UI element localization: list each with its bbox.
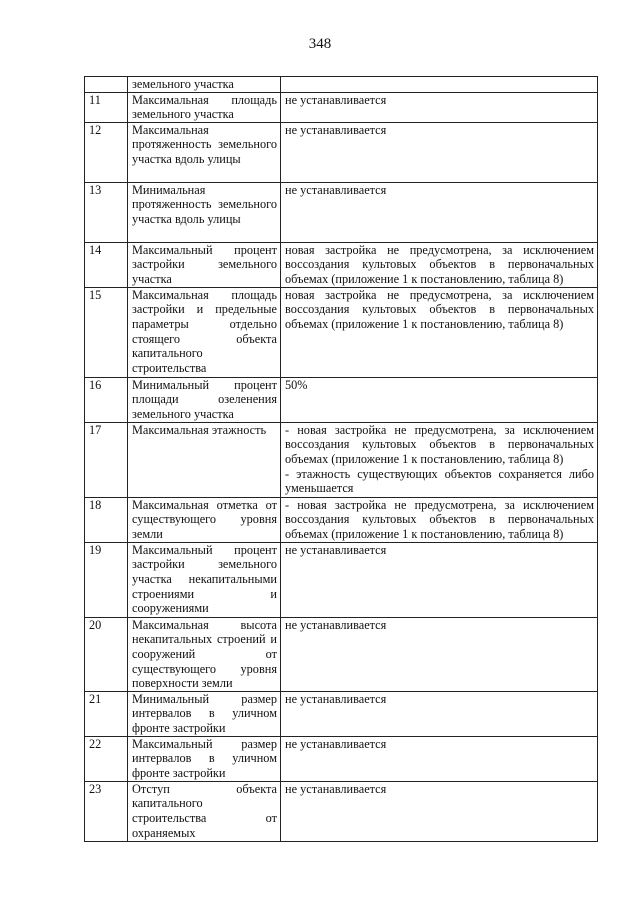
parameter-value: не устанавливается bbox=[281, 122, 598, 182]
table-row bbox=[85, 287, 598, 377]
parameter-value: - новая застройка не предусмотрена, за исключением воссоздания культовых объектов в первоначальных объемах (приложение 1 к постановлению, таблица 8) - этажность существующих объектов сохраняется либо уменьшается bbox=[281, 422, 598, 497]
table-row bbox=[85, 182, 598, 242]
row-number: 23 bbox=[85, 781, 128, 841]
row-number: 19 bbox=[85, 542, 128, 617]
table-row bbox=[85, 242, 598, 287]
row-number: 11 bbox=[85, 92, 128, 122]
table-row bbox=[85, 422, 598, 497]
row-number: 13 bbox=[85, 182, 128, 242]
parameter-name: Отступ объекта капитального строительства от охраняемых bbox=[128, 781, 281, 841]
parameter-value: не устанавливается bbox=[281, 736, 598, 781]
table-row bbox=[85, 542, 598, 617]
parameter-name: Минимальный размер интервалов в уличном фронте застройки bbox=[128, 691, 281, 736]
parameter-value: не устанавливается bbox=[281, 691, 598, 736]
row-number: 20 bbox=[85, 617, 128, 691]
table-row bbox=[85, 617, 598, 691]
parameter-name: Максимальная площадь застройки и предельные параметры отдельно стоящего объекта капитального строительства bbox=[128, 287, 281, 377]
parameter-name: Максимальная этажность bbox=[128, 422, 281, 497]
row-number bbox=[85, 77, 128, 93]
table-row bbox=[85, 92, 598, 122]
parameter-name: Максимальная протяженность земельного участка вдоль улицы bbox=[128, 122, 281, 182]
parameter-name: Максимальный процент застройки земельного участка bbox=[128, 242, 281, 287]
parameter-value: не устанавливается bbox=[281, 781, 598, 841]
row-number: 16 bbox=[85, 377, 128, 422]
parameter-value: 50% bbox=[281, 377, 598, 422]
parameter-value: не устанавливается bbox=[281, 542, 598, 617]
parameter-value: - новая застройка не предусмотрена, за исключением воссоздания культовых объектов в первоначальных объемах (приложение 1 к постановлению, таблица 8) bbox=[281, 497, 598, 542]
row-number: 14 bbox=[85, 242, 128, 287]
parameter-name: Максимальный процент застройки земельного участка некапитальными строениями и сооружениями bbox=[128, 542, 281, 617]
row-number: 15 bbox=[85, 287, 128, 377]
parameter-name: Максимальная площадь земельного участка bbox=[128, 92, 281, 122]
table-row bbox=[85, 691, 598, 736]
parameter-name: земельного участка bbox=[128, 77, 281, 93]
parameter-value: не устанавливается bbox=[281, 182, 598, 242]
parameter-value: не устанавливается bbox=[281, 617, 598, 691]
parameter-value bbox=[281, 77, 598, 93]
table-row bbox=[85, 497, 598, 542]
table-row bbox=[85, 781, 598, 841]
row-number: 12 bbox=[85, 122, 128, 182]
parameter-name: Максимальная отметка от существующего уровня земли bbox=[128, 497, 281, 542]
row-number: 22 bbox=[85, 736, 128, 781]
parameter-value: новая застройка не предусмотрена, за исключением воссоздания культовых объектов в первоначальных объемах (приложение 1 к постановлению, таблица 8) bbox=[281, 287, 598, 377]
parameter-name: Минимальный процент площади озеленения земельного участка bbox=[128, 377, 281, 422]
table-row bbox=[85, 122, 598, 182]
parameter-name: Минимальная протяженность земельного участка вдоль улицы bbox=[128, 182, 281, 242]
parameter-value: не устанавливается bbox=[281, 92, 598, 122]
parameter-name: Максимальная высота некапитальных строений и сооружений от существующего уровня поверхности земли bbox=[128, 617, 281, 691]
table-row bbox=[85, 736, 598, 781]
row-number: 18 bbox=[85, 497, 128, 542]
parameter-value: новая застройка не предусмотрена, за исключением воссоздания культовых объектов в первоначальных объемах (приложение 1 к постановлению, таблица 8) bbox=[281, 242, 598, 287]
page-number: 348 bbox=[308, 36, 332, 52]
row-number: 21 bbox=[85, 691, 128, 736]
table-row bbox=[85, 77, 598, 93]
parameter-name: Максимальный размер интервалов в уличном фронте застройки bbox=[128, 736, 281, 781]
row-number: 17 bbox=[85, 422, 128, 497]
regulations-table bbox=[84, 76, 598, 842]
table-row bbox=[85, 377, 598, 422]
